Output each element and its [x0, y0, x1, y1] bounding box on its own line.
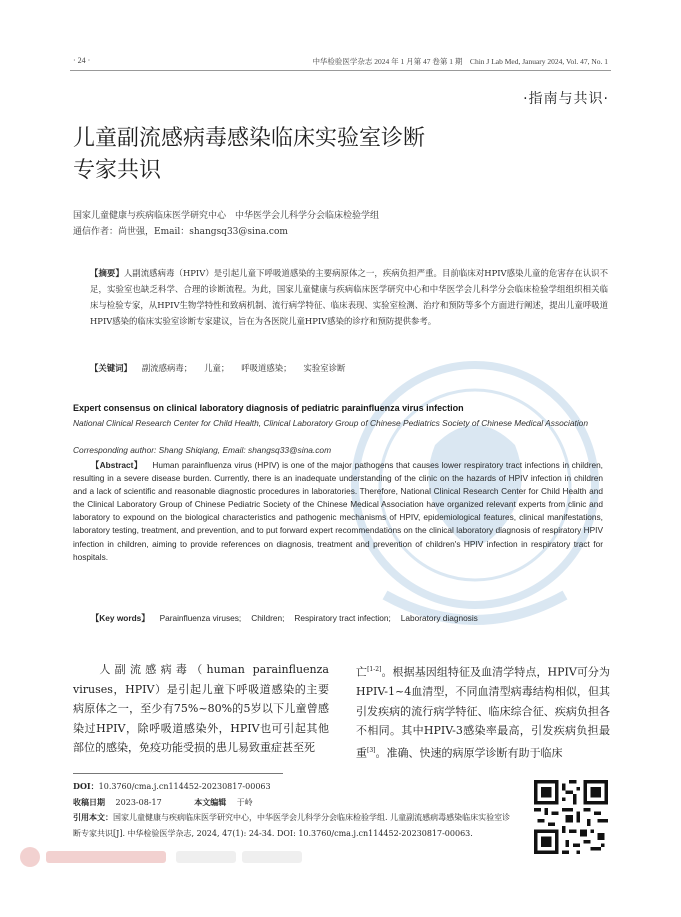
keyword: 实验室诊断: [303, 363, 346, 373]
body-text: 。准确、快速的病原学诊断有助于临床: [375, 746, 563, 760]
body-text: 亡: [356, 665, 368, 679]
received-line: [73, 795, 513, 811]
footer-notes: [73, 779, 513, 841]
english-keywords-label: 【Key words】: [91, 613, 150, 623]
abstract-text: 人副流感病毒（HPIV）是引起儿童下呼吸道感染的主要病原体之一，疾病负担严重。目前临床对HPIV感染儿童的危害存在认识不足，实验室也缺乏科学、合理的诊断流程。为此，国家儿童健康与疾病临床医学研究中心和中华医学会儿科学分会临床检验学组组织相关临床与检验专家，从HPIV生物学特性和致病机制、流行病学特征、临床表现、实验室检测、治疗和预防等多个方面进行阐述，提出儿童呼吸道HPIV感染的临床实验室诊断专家建议，旨在为各医院儿童HPIV感染的诊疗和预防提供参考。: [90, 268, 608, 326]
journal-citation-line: 中华检验医学杂志 2024 年 1 月第 47 卷第 1 期 Chin J Lab Med, January 2024, Vol. 47, No. 1: [312, 57, 608, 66]
citation-line: [73, 810, 513, 841]
keywords-label: 【关键词】: [90, 363, 132, 373]
footer-rule: [73, 773, 283, 774]
english-keywords: [73, 612, 603, 625]
received-label: 收稿日期: [73, 796, 105, 807]
keyword: Children;: [251, 613, 285, 623]
doi-label: DOI：: [73, 781, 99, 791]
keyword: Parainfluenza viruses;: [159, 613, 242, 623]
affiliation: [73, 208, 379, 240]
section-label: ·指南与共识·: [523, 91, 609, 107]
body-column-left: [73, 660, 329, 758]
page-number: · 24 ·: [73, 56, 91, 65]
chinese-abstract: [90, 265, 608, 329]
body-text: 人副流感病毒（human parainfluenza viruses，HPIV）是引起儿童下呼吸道感染的主要病原体之一，至少有75%~80%的5岁以下儿童曾感染过HPIV，除呼吸道感染外，HPIV也可引起其他部位的感染，免疫功能受损的患儿易致重症甚至死: [73, 663, 329, 754]
keyword: 儿童；: [204, 363, 230, 373]
english-abstract-label: 【Abstract】: [91, 460, 143, 470]
header-rule: [70, 70, 611, 71]
editor-label: 本文编辑: [194, 796, 227, 807]
keyword: Laboratory diagnosis: [400, 613, 478, 623]
citation-ref[interactable]: [3]: [367, 746, 376, 754]
cite-text: 国家儿童健康与疾病临床医学研究中心，中华医学会儿科学分会临床检验学组. 儿童副流感病毒感染临床实验室诊断专家共识[J]. 中华检验医学杂志, 2024, 47(1): 24-34. DOI: 10.3760/cma.j.cn114452-20230817-00063.: [73, 813, 511, 838]
doi-line: [73, 779, 513, 795]
english-abstract: [73, 459, 603, 564]
english-title: Expert consensus on clinical laboratory diagnosis of pediatric parainfluenza virus infection: [73, 403, 464, 413]
keyword: 副流感病毒；: [141, 363, 193, 373]
cite-label: 引用本文：: [73, 812, 113, 822]
qr-code-icon[interactable]: [534, 780, 608, 854]
abstract-label: 【摘要】: [90, 268, 124, 278]
english-corresponding-author: Corresponding author: Shang Shiqiang, Email: shangsq33@sina.com: [73, 445, 332, 455]
chinese-keywords: [90, 362, 357, 374]
corresponding-author: 通信作者：尚世强，Email：shangsq33@sina.com: [73, 227, 288, 237]
title-line-2: 专家共识: [73, 158, 162, 183]
editor-name: 于岭: [236, 797, 253, 807]
title-line-1: 儿童副流感病毒感染临床实验室诊断: [73, 126, 426, 151]
keyword: 呼吸道感染；: [241, 363, 292, 373]
received-date: 2023-08-17: [115, 797, 162, 807]
publisher-logo: [18, 845, 318, 869]
body-column-right: [356, 660, 610, 763]
english-abstract-text: Human parainfluenza virus (HPIV) is one of the major pathogens that causes lower respiratory tract infections in children, resulting in a severe disease burden. Currently, there is an inadequate understanding of the clinic on the hazards of HPIV infection in children and a lack of scientific and reasonable diagnostic procedures in laboratories. Therefore, National Clinical Research Center for Child Health and the Clinical Laboratory Group of Chinese Pediatric Society of the Chinese Medical Association have organized relevant experts from clinic and laboratory to expound on the biological characteristics and pathogenic mechanisms of HPIV, epidemiological features, clinical manifestations, laboratory testing, treatment, and prevention, and to put forward expert recommendations on the clinical laboratory diagnosis of respiratory HPIV infection in children, aiming to provide references on diagnosis, treatment and prevention of children's HPIV infection in respiratory tract for hospitals.: [73, 460, 603, 562]
body-text: 。根据基因组特征及血清学特点，HPIV可分为HPIV-1~4血清型，不同血清型病毒结构相似，但其引发疾病的流行病学特征、临床综合征、疾病负担各不相同。其中HPIV-3感染率最高，引发疾病负担最重: [356, 665, 610, 760]
citation-ref[interactable]: [1-2]: [367, 666, 382, 673]
doi-value[interactable]: 10.3760/cma.j.cn114452-20230817-00063: [98, 782, 271, 791]
english-affiliation: National Clinical Research Center for Child Health, Clinical Laboratory Group of Chinese Pediatrics Society of Chinese Medical Association: [73, 418, 588, 428]
keyword: Respiratory tract infection;: [294, 613, 391, 623]
affiliation-line: 国家儿童健康与疾病临床医学研究中心 中华医学会儿科学分会临床检验学组: [73, 211, 380, 221]
article-title: [73, 123, 425, 187]
